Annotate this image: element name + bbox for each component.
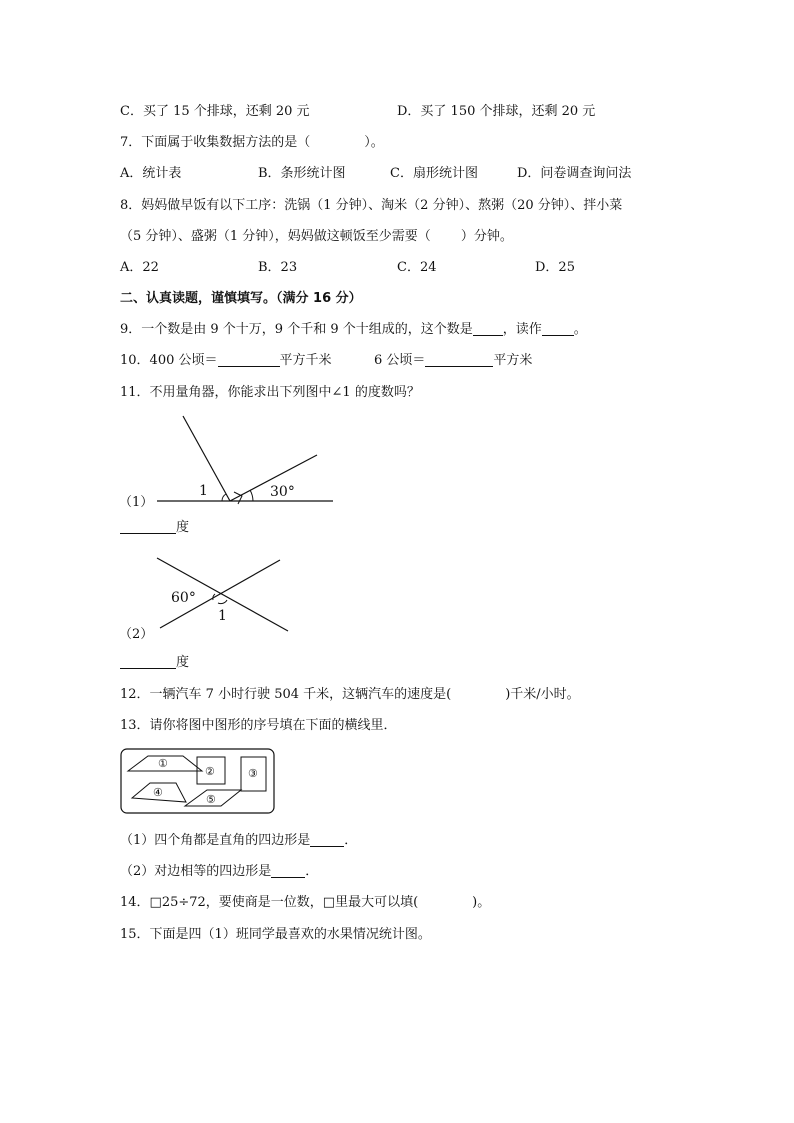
q15-stem: 15．下面是四（1）班同学最喜欢的水果情况统计图。 [120,927,431,942]
q10-right-unit: 平方米 [493,353,533,368]
section-2-title: 二、认真读题，谨慎填写。（满分 16 分） [120,291,362,306]
q13-sub-2-blank[interactable] [271,863,305,878]
q13-sub-1-end: ． [344,833,358,848]
q13-sub-1-text: （1）四个角都是直角的四边形是 [120,833,311,848]
q11-figure-2 [115,548,295,648]
q11-answer-1 [120,519,189,537]
q7-stem-end: ）。 [364,135,384,150]
fig1-angle-name: 1 [199,483,208,499]
q8-stem-line2 [120,228,513,246]
shape-1-label: ① [158,757,168,770]
q14-stem-text: 14．□25÷72，要使商是一位数，□里最大可以填( [120,895,419,910]
q13-shapes-figure [120,748,276,816]
q12-stem-end: )千米/小时。 [505,687,580,702]
q8-option-b: B．23 [258,260,298,275]
q6-option-d: D．买了 150 个排球，还剩 20 元 [397,104,596,119]
shape-5-label: ⑤ [206,793,216,806]
q8-stem-line2-text: （5 分钟）、盛粥（1 分钟），妈妈做这顿饭至少需要（ [120,229,431,244]
q10-right [374,352,532,370]
q10-left [120,352,332,370]
q14-stem-end: )。 [472,895,491,910]
fig1-angle-value: 30° [270,484,295,500]
q11-stem: 11．不用量角器，你能求出下列图中∠1 的度数吗？ [120,385,420,400]
q6-option-c: C．买了 15 个排球，还剩 20 元 [120,104,310,119]
q13-sub-2-text: （2）对边相等的四边形是 [120,864,272,879]
shape-4-label: ④ [153,786,163,799]
q8-option-d: D．25 [535,260,575,275]
fig1-angle-1-arc [222,494,226,501]
q8-stem-line2-end: ）分钟。 [460,229,513,244]
shape-3-label: ③ [248,767,258,780]
q9-read-as: ，读作 [502,322,542,337]
q11-answer-1-unit: 度 [176,520,190,535]
fig2-angle-value: 60° [171,590,196,606]
fig2-label: （2） [119,627,154,642]
fig2-angle-1-arc [218,600,227,604]
q10-blank-2[interactable] [425,352,493,367]
q11-answer-2-blank[interactable] [120,654,176,669]
q7-option-b: B．条形统计图 [258,166,346,181]
q10-blank-1[interactable] [218,352,280,367]
q10-left-text: 10．400 公顷＝ [120,353,218,368]
q11-answer-1-blank[interactable] [120,519,176,534]
fig1-30-degree-arc [250,490,253,501]
q9-number-blank[interactable] [473,321,503,336]
q12-stem-text: 12．一辆汽车 7 小时行驶 504 千米，这辆汽车的速度是( [120,687,452,702]
q9-stem-end: 。 [573,322,587,337]
q13-sub-2 [120,863,318,881]
q9-reading-blank[interactable] [542,321,574,336]
q8-option-a: A．22 [120,260,159,275]
q7-stem [120,134,384,152]
q11-figure-1 [115,410,340,510]
q9-stem-text: 9．一个数是由 9 个十万，9 个千和 9 个十组成的，这个数是 [120,322,473,337]
q8-option-c: C．24 [397,260,437,275]
q7-option-d: D．问卷调查询问法 [517,166,632,181]
q8-stem-line1: 8．妈妈做早饭有以下工序：洗锅（1 分钟）、淘米（2 分钟）、熬粥（20 分钟）、拌小菜 [120,198,623,213]
q9-stem [120,321,587,339]
q12-stem [120,686,580,704]
q10-left-unit: 平方千米 [279,353,332,368]
q11-answer-2 [120,654,189,672]
q13-sub-2-end: ． [305,864,319,879]
q7-option-a: A．统计表 [120,166,182,181]
q14-stem [120,894,490,912]
q13-stem: 13．请你将图中图形的序号填在下面的横线里． [120,718,397,733]
fig2-angle-name: 1 [218,608,227,624]
shape-2-label: ② [205,765,215,778]
q11-answer-2-unit: 度 [176,655,190,670]
q13-sub-1 [120,832,357,850]
q10-right-text: 6 公顷＝ [374,353,426,368]
q13-sub-1-blank[interactable] [310,832,344,847]
q7-stem-text: 7．下面属于收集数据方法的是（ [120,135,311,150]
fig1-label: （1） [119,495,154,510]
q7-option-c: C．扇形统计图 [390,166,478,181]
